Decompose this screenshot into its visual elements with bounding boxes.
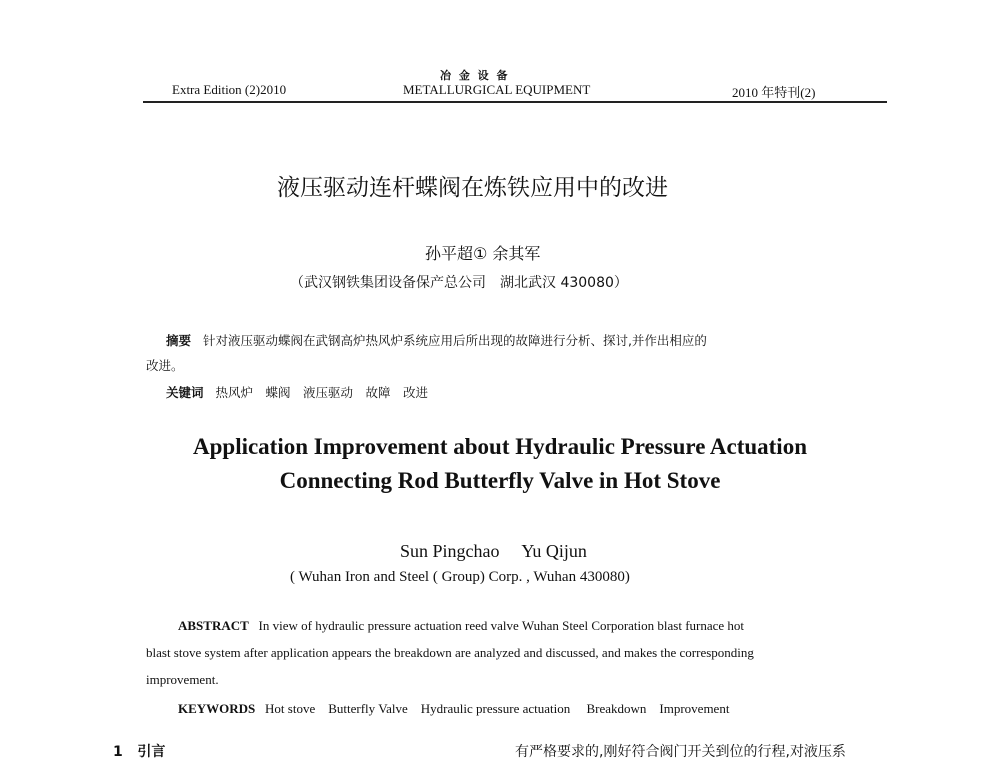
affiliation-cn: （武汉钢铁集团设备保产总公司 湖北武汉 430080） [290,275,628,291]
title-cn: 液压驱动连杆蝶阀在炼铁应用中的改进 [277,175,668,201]
title-en-line2: Connecting Rod Butterfly Valve in Hot Stove [279,468,721,493]
keywords-en-label: KEYWORDS [178,701,256,716]
abstract-en-line2: blast stove system after application appears the breakdown are analyzed and discussed, and makes the corresponding [146,645,754,660]
title-en-line1: Application Improvement about Hydraulic Pressure Actuation [193,434,807,459]
section-title: 引言 [137,744,166,760]
abstract-cn-label: 摘要 [166,333,192,348]
header-issue: 2010 年特刊(2) [732,85,816,100]
abstract-en-line3: improvement. [146,672,219,687]
keywords-cn-items: 热风炉 蝶阀 液压驱动 故障 改进 [215,385,428,400]
abstract-cn-line2: 改进。 [146,358,184,373]
section-heading [113,741,165,761]
header-edition: Extra Edition (2)2010 [172,82,287,97]
keywords-cn [166,383,428,401]
keywords-en [178,698,729,717]
affiliation-en: ( Wuhan Iron and Steel ( Group) Corp. , Wuhan 430080) [290,569,630,585]
abstract-en-line1: In view of hydraulic pressure actuation reed valve Wuhan Steel Corporation blast furnace hot [258,618,745,633]
section-number: 1 [113,744,123,760]
header-rule [143,101,887,103]
authors-en: Sun Pingchao Yu Qijun [400,541,587,561]
keywords-en-items: Hot stove Butterfly Valve Hydraulic pressure actuation Breakdown Improvement [265,701,730,716]
authors-cn: 孙平超① 余其军 [425,244,541,263]
abstract-cn-line1: 针对液压驱动蝶阀在武钢高炉热风炉系统应用后所出现的故障进行分析、探讨,并作出相应的 [202,333,707,348]
header-journal-en: METALLURGICAL EQUIPMENT [403,82,591,97]
body-text-right: 有严格要求的,刚好符合阀门开关到位的行程,对液压系 [515,744,846,760]
title-en [0,430,1000,498]
abstract-en-label: ABSTRACT [178,618,249,633]
header-journal-cn: 冶 金 设 备 [440,69,510,82]
keywords-cn-label: 关键词 [166,385,204,400]
